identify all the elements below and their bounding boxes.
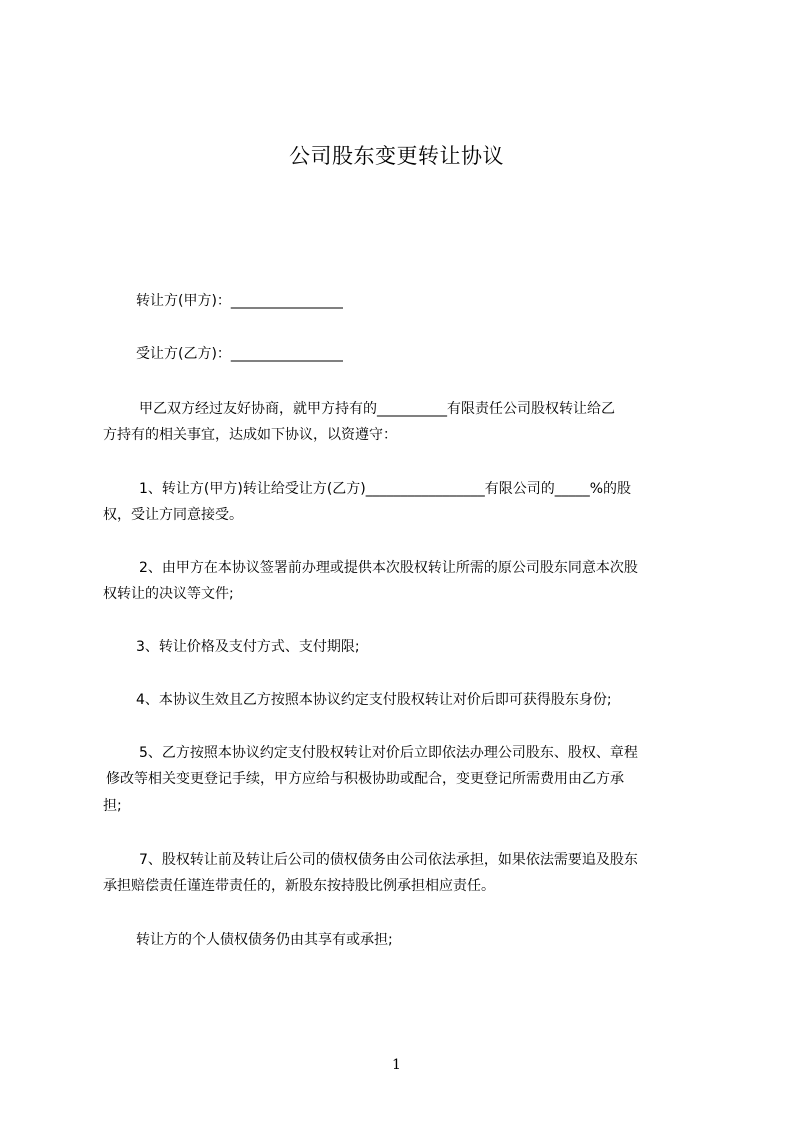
transferor-line: 转让方(甲方)：________________ (136, 293, 343, 309)
clause-7-line-1: 7、股权转让前及转让后公司的债权债务由公司依法承担，如果依法需要追及股东 (139, 852, 638, 868)
preamble-line-2: 方持有的相关事宜，达成如下协议，以资遵守： (103, 427, 397, 443)
page-number: 1 (392, 1057, 401, 1073)
clause-5-line-1: 5、乙方按照本协议约定支付股权转让对价后立即依法办理公司股东、股权、章程 (139, 745, 638, 761)
clause-3-line: 3、转让价格及支付方式、支付期限; (136, 639, 360, 655)
clause-5-line-2: 修改等相关变更登记手续，甲方应给与积极协助或配合，变更登记所需费用由乙方承 (106, 771, 624, 787)
document-title: 公司股东变更转让协议 (289, 144, 504, 168)
clause-2-line-2: 权转让的决议等文件; (103, 586, 234, 602)
transferor-debts-line: 转让方的个人债权债务仍由其享有或承担; (136, 932, 393, 948)
clause-7-line-2: 承担赔偿责任谨连带责任的，新股东按持股比例承担相应责任。 (103, 878, 495, 894)
transferee-line: 受让方(乙方)：________________ (136, 346, 343, 362)
clause-4-line: 4、本协议生效且乙方按照本协议约定支付股权转让对价后即可获得股东身份; (136, 692, 612, 708)
clause-2-line-1: 2、由甲方在本协议签署前办理或提供本次股权转让所需的原公司股东同意本次股 (139, 560, 638, 576)
clause-1-line-1: 1、转让方(甲方)转让给受让方(乙方)_________________有限公司的_____%的股 (139, 481, 632, 497)
preamble-line-1: 甲乙双方经过友好协商，就甲方持有的__________有限责任公司股权转让给乙 (139, 401, 615, 417)
clause-5-line-3: 担; (103, 798, 122, 814)
clause-1-line-2: 权，受让方同意接受。 (103, 507, 243, 523)
